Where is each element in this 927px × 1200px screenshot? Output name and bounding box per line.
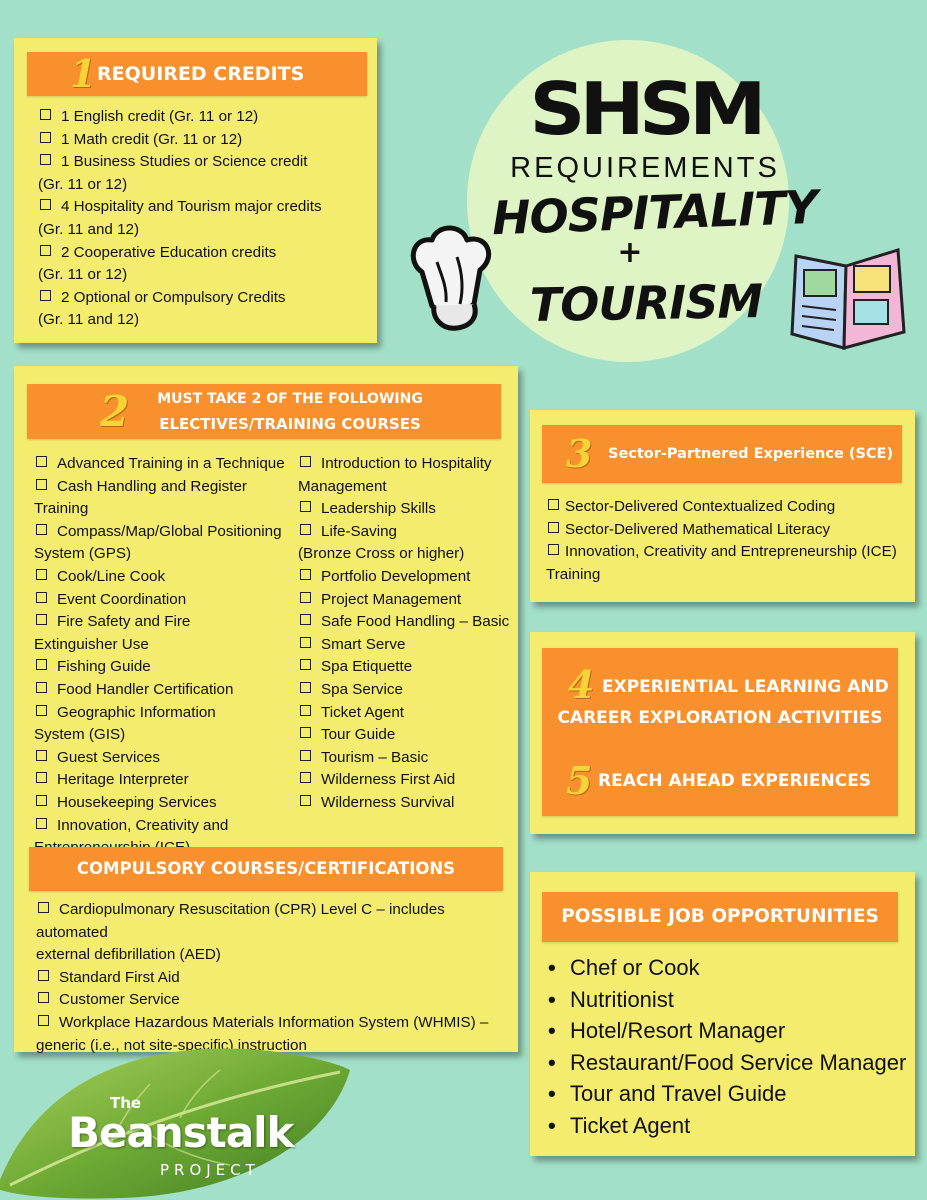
checkbox-icon[interactable]	[36, 479, 47, 490]
list-item[interactable]: Cash Handling and Register Training	[34, 477, 247, 518]
list-item-continued: Training	[546, 565, 601, 583]
checkbox-icon[interactable]	[300, 614, 311, 625]
list-item[interactable]: Innovation, Creativity and Entrepreneurship (ICE)	[546, 541, 911, 564]
checkbox-icon[interactable]	[40, 109, 51, 120]
checkbox-icon[interactable]	[36, 795, 47, 806]
list-item[interactable]: Tour Guide	[298, 724, 512, 747]
list-item[interactable]: Heritage Interpreter	[34, 769, 296, 792]
list-item-continued: external defibrillation (AED)	[36, 946, 221, 964]
sce-title: Sector-Partnered Experience (SCE)	[608, 446, 894, 462]
checkbox-icon[interactable]	[38, 902, 49, 913]
checkbox-icon[interactable]	[300, 456, 311, 467]
bullet-icon: •	[548, 1081, 556, 1106]
bullet-icon: •	[548, 1049, 556, 1075]
list-item[interactable]: 1 Business Studies or Science credit	[38, 151, 373, 174]
list-item[interactable]: 2 Optional or Compulsory Credits	[38, 287, 373, 310]
electives-list-right	[298, 453, 512, 815]
step-number-2: 2	[100, 387, 130, 436]
experiential-line1: EXPERIENTIAL LEARNING AND	[602, 677, 889, 697]
step-number-5: 5	[566, 758, 593, 803]
bullet-icon: •	[548, 955, 556, 980]
step-number-1: 1	[70, 51, 97, 96]
list-item[interactable]: Sector-Delivered Mathematical Literacy	[546, 519, 911, 542]
list-item[interactable]: Compass/Map/Global Positioning	[34, 521, 296, 544]
list-item[interactable]: Innovation, Creativity and	[34, 815, 296, 838]
plus-sign: +	[617, 235, 643, 270]
checkbox-icon[interactable]	[36, 569, 47, 580]
list-item[interactable]: 1 Math credit (Gr. 11 or 12)	[38, 129, 373, 152]
list-item-continued: generic (i.e., not site-specific) instruction	[36, 1036, 307, 1054]
list-item[interactable]: Introduction to Hospitality	[298, 453, 512, 476]
checkbox-icon[interactable]	[300, 659, 311, 670]
checkbox-icon[interactable]	[38, 970, 49, 981]
checkbox-icon[interactable]	[300, 727, 311, 738]
checkbox-icon[interactable]	[36, 705, 47, 716]
list-item[interactable]: Ticket Agent	[298, 702, 512, 725]
checkbox-icon[interactable]	[36, 456, 47, 467]
step-number-4: 4	[568, 662, 595, 707]
brand-project: PROJECT	[160, 1161, 260, 1179]
list-item-continued: System (GIS)	[34, 726, 126, 744]
tourism-heading: TOURISM	[529, 273, 763, 333]
list-item[interactable]: Food Handler Certification	[34, 679, 296, 702]
chef-hat-icon	[402, 222, 502, 342]
checkbox-icon[interactable]	[36, 818, 47, 829]
list-item: • Restaurant/Food Service Manager	[548, 1047, 908, 1079]
list-item-continued: (Gr. 11 or 12)	[38, 266, 128, 284]
checkbox-icon[interactable]	[300, 682, 311, 693]
checkbox-icon[interactable]	[40, 199, 51, 210]
list-item[interactable]: Safe Food Handling – Basic	[298, 611, 512, 634]
brand-name: Beanstalk	[68, 1108, 294, 1157]
checkbox-icon[interactable]	[40, 290, 51, 301]
list-item[interactable]: 2 Cooperative Education credits	[38, 242, 373, 265]
list-item-continued: (Gr. 11 or 12)	[38, 175, 128, 193]
list-item[interactable]: Wilderness Survival	[298, 792, 512, 815]
electives-list-left	[34, 453, 296, 860]
experiential-line2: CAREER EXPLORATION ACTIVITIES	[557, 708, 883, 728]
compulsory-title: COMPULSORY COURSES/CERTIFICATIONS	[76, 859, 456, 878]
checkbox-icon[interactable]	[36, 592, 47, 603]
checkbox-icon[interactable]	[300, 592, 311, 603]
hospitality-heading: HOSPITALITY	[491, 179, 818, 246]
checkbox-icon[interactable]	[548, 544, 559, 555]
checkbox-icon[interactable]	[36, 682, 47, 693]
bullet-icon: •	[548, 1018, 556, 1043]
checkbox-icon[interactable]	[36, 772, 47, 783]
list-item: • Ticket Agent	[548, 1110, 908, 1142]
list-item: • Nutritionist	[548, 984, 908, 1016]
sce-list	[546, 496, 911, 586]
list-item: • Tour and Travel Guide	[548, 1078, 908, 1110]
list-item[interactable]: Life-Saving	[298, 521, 512, 544]
list-item[interactable]: Tourism – Basic	[298, 747, 512, 770]
checkbox-icon[interactable]	[300, 501, 311, 512]
list-item: • Chef or Cook	[548, 952, 908, 984]
checkbox-icon[interactable]	[300, 637, 311, 648]
list-item-continued: (Gr. 11 and 12)	[38, 311, 140, 329]
checkbox-icon[interactable]	[300, 772, 311, 783]
bullet-icon: •	[548, 1112, 556, 1138]
electives-title-line2: ELECTIVES/TRAINING COURSES	[159, 415, 421, 433]
checkbox-icon[interactable]	[40, 154, 51, 165]
list-item[interactable]: 1 English credit (Gr. 11 or 12)	[38, 106, 373, 129]
checkbox-icon[interactable]	[300, 750, 311, 761]
list-item-continued: (Gr. 11 and 12)	[38, 220, 140, 238]
list-item[interactable]: Workplace Hazardous Materials Information System (WHMIS) –	[36, 1012, 512, 1035]
shsm-logo: SHSM	[529, 68, 761, 152]
reach-ahead-line: REACH AHEAD EXPERIENCES	[598, 771, 872, 791]
list-item[interactable]: Advanced Training in a Technique	[34, 453, 296, 476]
list-item[interactable]: Housekeeping Services	[34, 792, 296, 815]
list-item[interactable]: Wilderness First Aid	[298, 769, 512, 792]
bullet-icon: •	[548, 986, 556, 1012]
electives-title-line1: MUST TAKE 2 OF THE FOLLOWING	[157, 391, 423, 407]
list-item[interactable]: Standard First Aid	[36, 967, 512, 990]
list-item[interactable]: Event Coordination	[34, 589, 296, 612]
checkbox-icon[interactable]	[36, 524, 47, 535]
list-item[interactable]: Smart Serve	[298, 634, 512, 657]
brand-the: The	[110, 1094, 142, 1112]
checkbox-icon[interactable]	[300, 524, 311, 535]
list-item[interactable]: Customer Service	[36, 989, 512, 1012]
list-item[interactable]: Fire Safety and Fire	[34, 611, 296, 634]
checkbox-icon[interactable]	[548, 499, 559, 510]
list-item: • Hotel/Resort Manager	[548, 1015, 908, 1047]
checkbox-icon[interactable]	[300, 569, 311, 580]
checkbox-icon[interactable]	[300, 705, 311, 716]
list-item[interactable]: Project Management	[298, 589, 512, 612]
checkbox-icon[interactable]	[40, 245, 51, 256]
list-item[interactable]: Spa Service	[298, 679, 512, 702]
list-item[interactable]: 4 Hospitality and Tourism major credits	[38, 196, 373, 219]
checkbox-icon[interactable]	[548, 522, 559, 533]
required-credits-title: REQUIRED CREDITS	[97, 63, 305, 85]
required-credits-list	[38, 106, 373, 332]
checkbox-icon[interactable]	[300, 795, 311, 806]
checkbox-icon[interactable]	[36, 659, 47, 670]
checkbox-icon[interactable]	[36, 614, 47, 625]
list-item[interactable]: Leadership Skills	[298, 498, 512, 521]
list-item-continued: Management	[298, 477, 387, 495]
list-item[interactable]: Spa Etiquette	[298, 656, 512, 679]
list-item[interactable]: Guest Services	[34, 747, 296, 770]
list-item[interactable]: Portfolio Development	[298, 566, 512, 589]
list-item[interactable]: Geographic Information	[34, 702, 296, 725]
requirements-subtitle: REQUIREMENTS	[510, 152, 780, 184]
step-number-3: 3	[566, 431, 593, 476]
job-list	[548, 952, 908, 1141]
checkbox-icon[interactable]	[36, 750, 47, 761]
travel-brochure-icon	[788, 236, 908, 356]
job-opportunities-title: POSSIBLE JOB OPPORTUNITIES	[561, 906, 879, 927]
list-item-continued: System (GPS)	[34, 545, 132, 563]
checkbox-icon[interactable]	[38, 992, 49, 1003]
list-item[interactable]: Cardiopulmonary Resuscitation (CPR) Level C – includes automated	[36, 901, 445, 941]
list-item-continued: Extinguisher Use	[34, 635, 149, 653]
list-item[interactable]: Cook/Line Cook	[34, 566, 296, 589]
list-item-continued: (Bronze Cross or higher)	[298, 545, 465, 563]
list-item[interactable]: Sector-Delivered Contextualized Coding	[546, 496, 911, 519]
checkbox-icon[interactable]	[40, 132, 51, 143]
list-item[interactable]: Fishing Guide	[34, 656, 296, 679]
